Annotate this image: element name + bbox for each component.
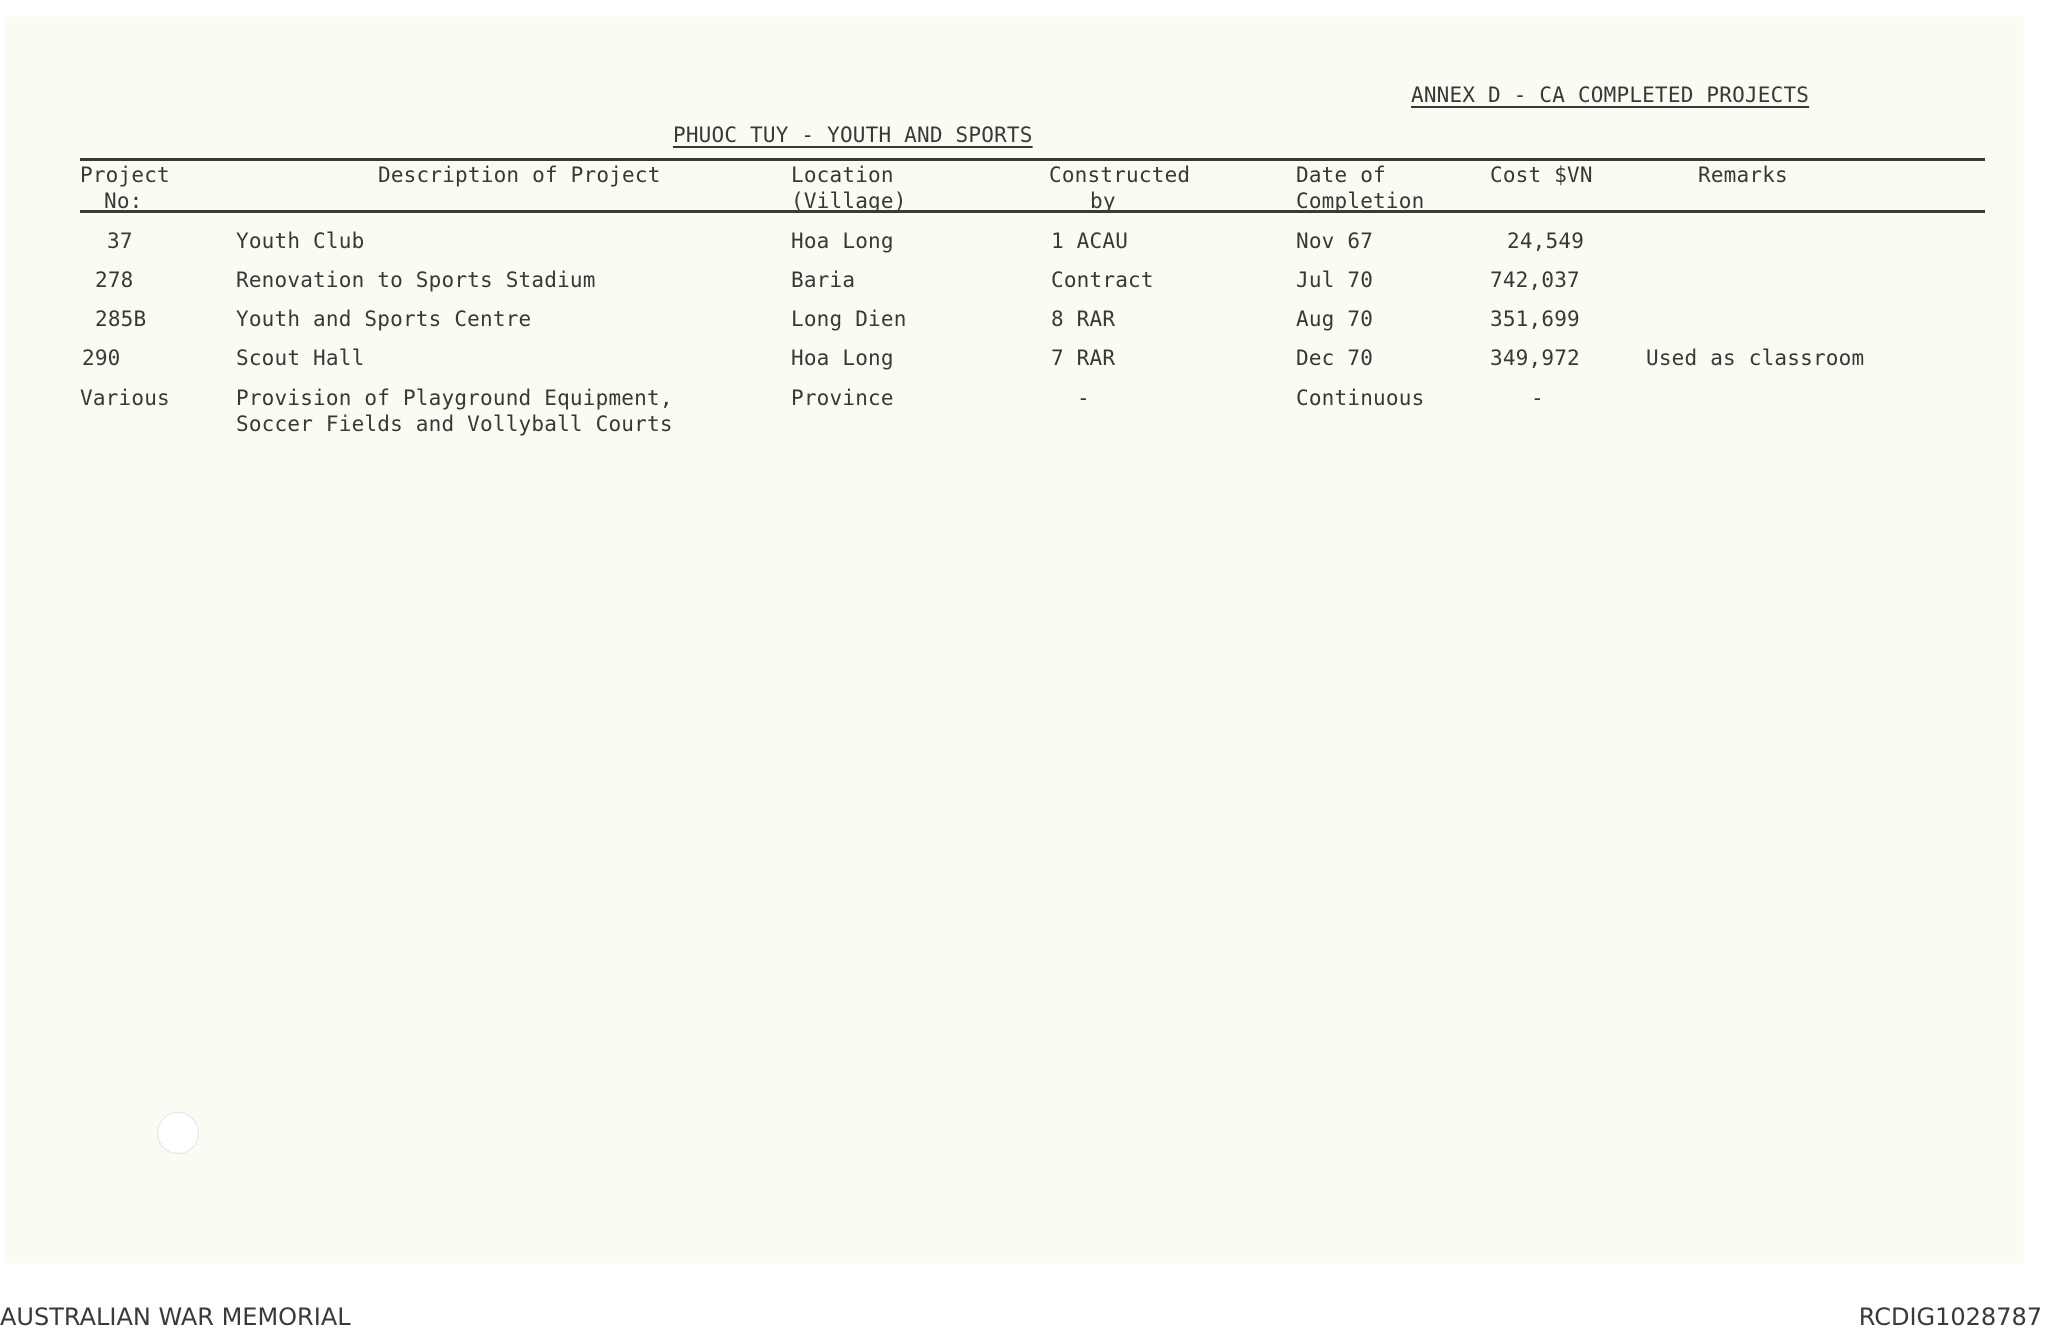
cell-description: Scout Hall (236, 346, 365, 370)
cell-date: Dec 70 (1296, 346, 1374, 370)
header-project-no-line2: No: (104, 189, 143, 213)
punch-hole (157, 1112, 199, 1154)
cell-constructed-by: 8 RAR (1051, 307, 1116, 331)
cell-project-no: 285B (95, 307, 147, 331)
header-remarks: Remarks (1698, 163, 1788, 187)
document-sheet (6, 18, 2022, 1262)
cell-constructed-by: Contract (1051, 268, 1154, 292)
cell-date: Aug 70 (1296, 307, 1374, 331)
header-location-line2: (Village) (791, 189, 907, 213)
cell-description: Provision of Playground Equipment, (236, 386, 673, 410)
header-description: Description of Project (378, 163, 661, 187)
header-constructed-line2: by (1090, 189, 1116, 213)
header-bottom-rule (80, 210, 1985, 213)
cell-description-line2: Soccer Fields and Vollyball Courts (236, 412, 673, 436)
footer-record-id: RCDIG1028787 (1858, 1303, 2042, 1331)
header-location-line1: Location (791, 163, 894, 187)
cell-date: Continuous (1296, 386, 1425, 410)
cell-project-no: 278 (95, 268, 134, 292)
annex-title: ANNEX D - CA COMPLETED PROJECTS (1411, 83, 1810, 107)
cell-description: Youth Club (236, 229, 365, 253)
cell-remarks: Used as classroom (1646, 346, 1865, 370)
cell-description: Youth and Sports Centre (236, 307, 532, 331)
cell-date: Nov 67 (1296, 229, 1374, 253)
cell-constructed-by: - (1077, 386, 1090, 410)
header-project-no-line1: Project (80, 163, 170, 187)
cell-location: Hoa Long (791, 346, 894, 370)
header-date-line1: Date of (1296, 163, 1386, 187)
cell-location: Hoa Long (791, 229, 894, 253)
cell-cost: 24,549 (1507, 229, 1585, 253)
cell-location: Baria (791, 268, 856, 292)
cell-location: Province (791, 386, 894, 410)
cell-location: Long Dien (791, 307, 907, 331)
cell-description: Renovation to Sports Stadium (236, 268, 596, 292)
section-title: PHUOC TUY - YOUTH AND SPORTS (673, 123, 1033, 147)
cell-project-no: Various (80, 386, 170, 410)
cell-cost: - (1531, 386, 1544, 410)
cell-cost: 349,972 (1490, 346, 1580, 370)
cell-project-no: 37 (107, 229, 133, 253)
header-top-rule (80, 158, 1985, 161)
header-constructed-line1: Constructed (1049, 163, 1191, 187)
header-cost: Cost $VN (1490, 163, 1593, 187)
cell-constructed-by: 7 RAR (1051, 346, 1116, 370)
cell-date: Jul 70 (1296, 268, 1374, 292)
cell-project-no: 290 (82, 346, 121, 370)
cell-cost: 742,037 (1490, 268, 1580, 292)
header-date-line2: Completion (1296, 189, 1425, 213)
cell-constructed-by: 1 ACAU (1051, 229, 1129, 253)
footer-institution: AUSTRALIAN WAR MEMORIAL (0, 1303, 351, 1331)
cell-cost: 351,699 (1490, 307, 1580, 331)
